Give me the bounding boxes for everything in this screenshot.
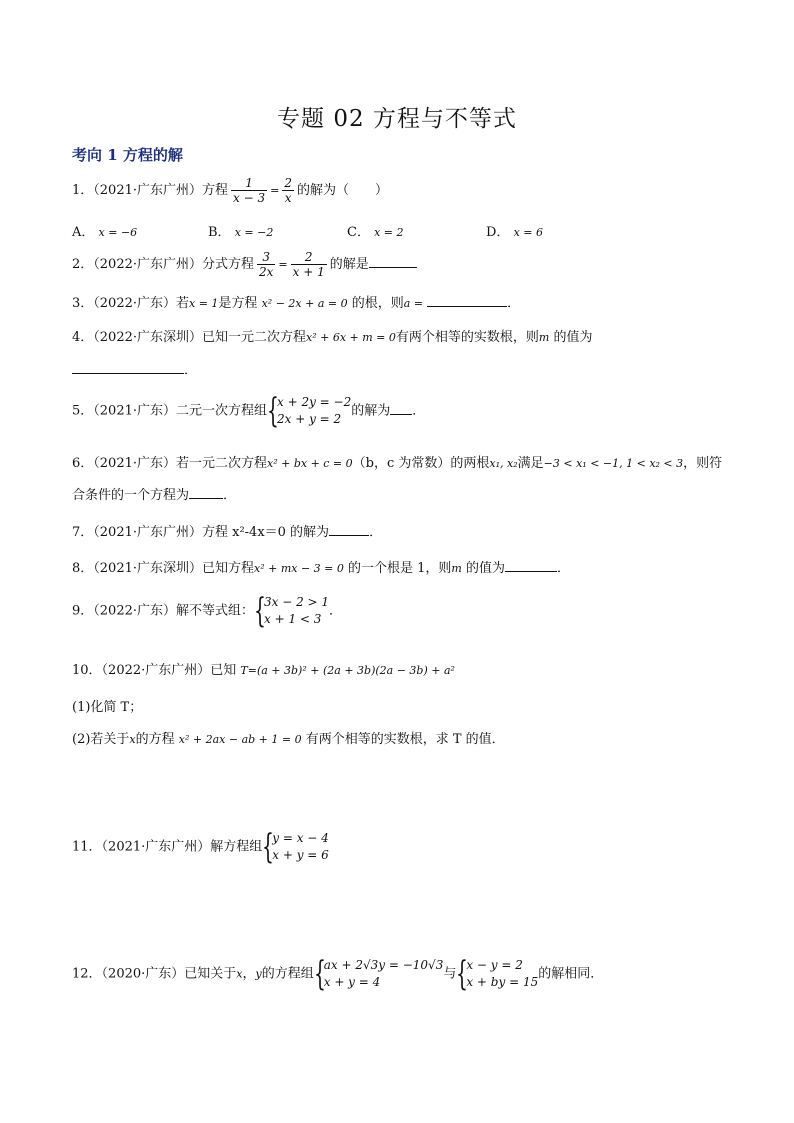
q1-suffix: 的解为（ ） [296, 183, 388, 198]
question-4 [72, 326, 592, 345]
q9-brace-icon: { [254, 591, 266, 631]
q12-suffix: 的解相同． [538, 966, 604, 982]
question-10 [72, 659, 455, 678]
q12-mid2: 的方程组 [261, 966, 314, 982]
q3-prefix: 3．（2022·广东）若 [72, 296, 189, 311]
q4-prefix: 4．（2022·广东深圳）已知一元二次方程 [72, 330, 306, 345]
q2-fraction-2 [291, 250, 327, 279]
q8-math-2: m [451, 562, 462, 575]
q12-y: y [255, 967, 262, 981]
option-a [72, 221, 137, 240]
q8-mid: 的一个根是 1，则 [348, 561, 452, 576]
question-8 [72, 557, 570, 576]
q11-row-2: x + y = 6 [272, 848, 329, 862]
q1-frac1-num: 1 [231, 176, 267, 191]
q2-prefix: 2．（2022·广东广州）分式方程 [72, 257, 254, 272]
option-a-value: x = −6 [98, 226, 138, 239]
q10-sub2-equation: x² + 2ax − ab + 1 = 0 [178, 733, 302, 746]
q3-answer-blank [427, 294, 507, 307]
q12-s2-row-1: x − y = 2 [466, 958, 523, 972]
q12-system-1 [313, 954, 444, 994]
q10-expression: T=(a + 3b)² + (2a + 3b)(2a − 3b) + a² [240, 664, 455, 677]
question-6-line-2 [72, 484, 236, 503]
q8-end: ． [557, 561, 571, 576]
option-d [486, 221, 543, 240]
q8-suffix: 的值为 [466, 561, 506, 576]
q5-prefix: 5．（2021·广东）二元一次方程组 [72, 403, 267, 419]
page-title: 专题 02 方程与不等式 [277, 106, 517, 132]
question-1 [72, 176, 388, 205]
q9-prefix: 9．（2022·广东）解不等式组： [72, 603, 254, 619]
q12-prefix: 12．（2020·广东）已知关于 [72, 966, 237, 982]
q9-inequality-system [254, 591, 330, 631]
q4-suffix: 的值为 [553, 330, 593, 345]
q10-sub2-prefix: (2)若关于 [72, 732, 130, 747]
q5-row-1: x + 2y = −2 [277, 395, 352, 409]
q3-math-2: x² − 2x + a = 0 [261, 297, 348, 310]
q2-suffix: 的解是 [329, 257, 369, 272]
q3-mid: 是方程 [218, 296, 258, 311]
question-6 [72, 452, 722, 471]
q1-fraction-1 [231, 176, 267, 205]
q11-brace-icon: { [262, 827, 275, 867]
option-c [347, 221, 404, 240]
option-c-value: x = 2 [374, 226, 404, 239]
q10-sub2-x: x [129, 733, 136, 746]
q2-frac1-num: 3 [257, 250, 275, 265]
option-d-value: x = 6 [513, 226, 543, 239]
option-c-label: C． [347, 225, 370, 240]
q3-math-1: x = 1 [189, 297, 219, 310]
q4-answer-blank [72, 361, 184, 374]
q4-math-1: x² + 6x + m = 0 [306, 331, 396, 344]
q12-mid: ， [242, 966, 256, 982]
question-5 [72, 391, 426, 431]
q1-frac2-num: 2 [284, 176, 292, 190]
q3-end: ． [507, 296, 521, 311]
q10-sub2-mid: 的方程 [135, 732, 175, 747]
q10-sub2-suffix: 有两个相等的实数根，求 T 的值． [305, 732, 505, 747]
q2-fraction-1 [257, 250, 275, 279]
q10-sub-1: (1)化简 T； [72, 700, 143, 715]
q7-end: ． [369, 525, 383, 540]
q9-row-1: 3x − 2 > 1 [264, 595, 330, 609]
q12-s1-row-1: ax + 2√3y = −10√3 [323, 958, 444, 972]
q6-mid2: 满足 [517, 456, 544, 471]
q1-frac1-den: x − 3 [233, 191, 266, 205]
q2-frac1-den: 2x [259, 265, 274, 279]
option-d-label: D． [486, 225, 510, 240]
q3-mid2: 的根，则 [351, 296, 404, 311]
q3-math-3: a = [403, 297, 424, 310]
q9-row-2: x + 1 < 3 [264, 612, 322, 626]
q4-mid: 有两个相等的实数根，则 [395, 330, 539, 345]
q12-brace-2-icon: { [456, 954, 469, 994]
q8-answer-blank [505, 559, 557, 572]
option-b-label: B． [208, 225, 231, 240]
question-4-line-2 [72, 359, 197, 378]
q4-end: ． [184, 363, 198, 378]
question-12 [72, 954, 604, 994]
q8-math-1: x² + mx − 3 = 0 [254, 562, 344, 575]
q12-s1-row-2: x + y = 4 [323, 975, 381, 989]
q5-end: ． [412, 403, 426, 419]
q9-end: ． [329, 603, 343, 619]
q1-prefix: 1．（2021·广东广州）方程 [72, 183, 228, 198]
q1-eq: = [270, 184, 280, 197]
question-10-part-2 [72, 728, 505, 747]
question-10-part-1 [72, 696, 142, 715]
q12-with: 与 [443, 966, 457, 982]
q2-frac2-den: x + 1 [292, 265, 325, 279]
q12-system-2 [456, 954, 539, 994]
q12-x: x [236, 967, 243, 981]
question-3 [72, 292, 520, 311]
q6-suffix: ，则符 [683, 456, 723, 471]
q11-row-1: y = x − 4 [272, 831, 329, 845]
q2-answer-blank [369, 255, 417, 268]
option-a-label: A． [72, 225, 95, 240]
question-7 [72, 521, 382, 540]
q6-mid: （b，c 为常数）的两根 [352, 456, 490, 471]
q6-math-3: −3 < x₁ < −1, 1 < x₂ < 3 [543, 457, 684, 470]
q1-frac2-den: x [284, 191, 292, 205]
q5-answer-blank [390, 402, 412, 415]
question-11 [72, 827, 329, 867]
q11-prefix: 11．（2021·广东广州）解方程组 [72, 839, 263, 855]
q8-prefix: 8．（2021·广东深圳）已知方程 [72, 561, 254, 576]
option-b-value: x = −2 [234, 226, 274, 239]
q5-row-2: 2x + y = 2 [277, 412, 342, 426]
section-heading: 考向 1 方程的解 [72, 146, 183, 164]
q4-math-2: m [538, 331, 550, 344]
q6-prefix: 6．（2021·广东）若一元二次方程 [72, 456, 267, 471]
q6-end: ． [223, 488, 237, 503]
q6-math-1: x² + bx + c = 0 [267, 457, 353, 470]
q12-s2-row-2: x + by = 15 [466, 975, 539, 989]
q7-answer-blank [329, 523, 369, 536]
q2-frac2-num: 2 [291, 250, 327, 265]
question-2 [72, 250, 417, 279]
q11-equation-system [262, 827, 329, 867]
q1-fraction-2 [282, 176, 294, 205]
option-b [208, 221, 273, 240]
q6-math-2: x₁, x₂ [489, 457, 518, 470]
q5-brace-icon: { [267, 391, 279, 431]
q6-line-2: 合条件的一个方程为 [72, 488, 190, 503]
q12-brace-1-icon: { [313, 954, 326, 994]
q5-suffix: 的解为 [351, 403, 391, 419]
question-9 [72, 591, 343, 631]
q5-equation-system [267, 391, 352, 431]
q7-text: 7．（2021·广东广州）方程 x²-4x＝0 的解为 [72, 525, 330, 540]
q2-eq: = [278, 258, 288, 271]
q10-prefix: 10．（2022·广东广州）已知 [72, 663, 237, 678]
q6-answer-blank [189, 486, 223, 499]
